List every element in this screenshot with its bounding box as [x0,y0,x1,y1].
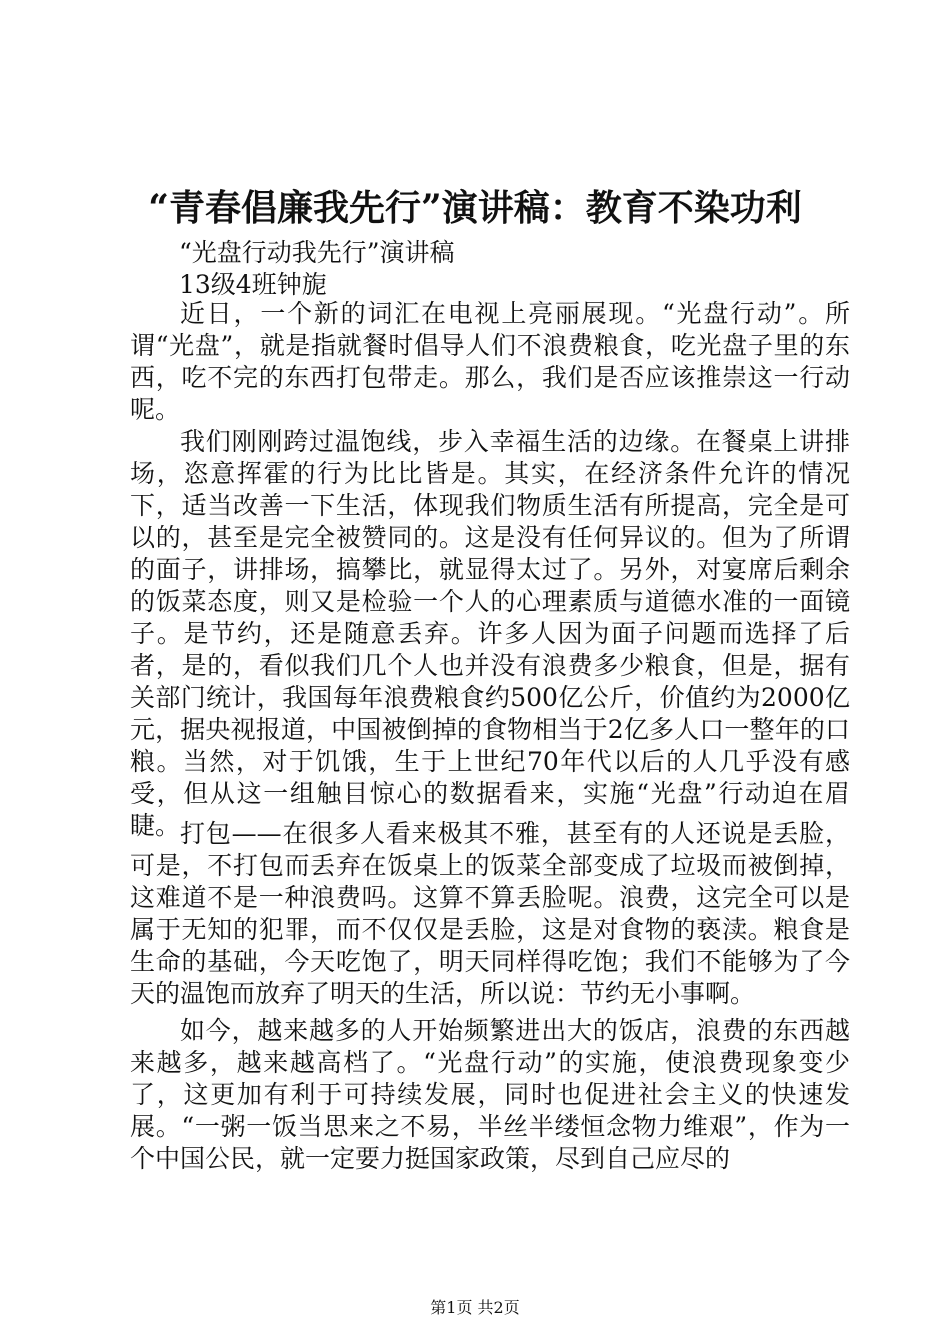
speech-subtitle: “光盘行动我先行”演讲稿 [179,238,455,267]
body-paragraph: 近日，一个新的词汇在电视上亮丽展现。“光盘行动”。所谓“光盘”，就是指就餐时倡导人们不浪费粮食，吃光盘子里的东西，吃不完的东西打包带走。那么，我们是否应该推崇这一行动呢。 [130,299,850,424]
body-paragraph-1-block [130,298,850,426]
body-paragraph-4-block [130,1015,850,1175]
body-paragraph: 我们刚刚跨过温饱线，步入幸福生活的边缘。在餐桌上讲排场，恣意挥霍的行为比比皆是。其实，在经济条件允许的情况下，适当改善一下生活，体现我们物质生活有所提高，完全是可以的，甚至是完全被赞同的。这是没有任何异议的。但为了所谓的面子，讲排场，搞攀比，就显得太过了。另外，对宴席后剩余的饭菜态度，则又是检验一个人的心理素质与道德水准的一面镜子。是节约，还是随意丢弃。许多人因为面子问题而选择了后者，是的，看似我们几个人也并没有浪费多少粮食，但是，据有关部门统计，我国每年浪费粮食约500亿公斤，价值约为2000亿元，据央视报道，中国被倒掉的食物相当于2亿多人口一整年的口粮。当然，对于饥饿，生于上世纪70年代以后的人几乎没有感受，但从这一组触目惊心的数据看来，实施“光盘”行动迫在眉睫。 [130,427,850,840]
page-footer: 第1页 共2页 [430,1298,520,1317]
author-line: 13级4班钟旎 [179,270,327,299]
body-paragraph-3-block [130,818,850,1010]
body-paragraph-2-block [130,426,850,842]
body-paragraph: 打包——在很多人看来极其不雅，甚至有的人还说是丢脸，可是，不打包而丢弃在饭桌上的饭菜全部变成了垃圾而被倒掉，这难道不是一种浪费吗。这算不算丢脸呢。浪费，这完全可以是属于无知的犯罪，而不仅仅是丢脸，这是对食物的亵渎。粮食是生命的基础，今天吃饱了，明天同样得吃饱；我们不能够为了今天的温饱而放弃了明天的生活，所以说：节约无小事啊。 [130,819,850,1008]
body-paragraph: 如今，越来越多的人开始频繁进出大的饭店，浪费的东西越来越多，越来越高档了。“光盘行动”的实施，使浪费现象变少了，这更加有利于可持续发展，同时也促进社会主义的快速发展。“一粥一饭当思来之不易，半丝半缕恒念物力维艰”，作为一个中国公民，就一定要力挺国家政策，尽到自己应尽的 [130,1016,850,1173]
document-title: “青春倡廉我先行”演讲稿：教育不染功利 [148,187,802,229]
